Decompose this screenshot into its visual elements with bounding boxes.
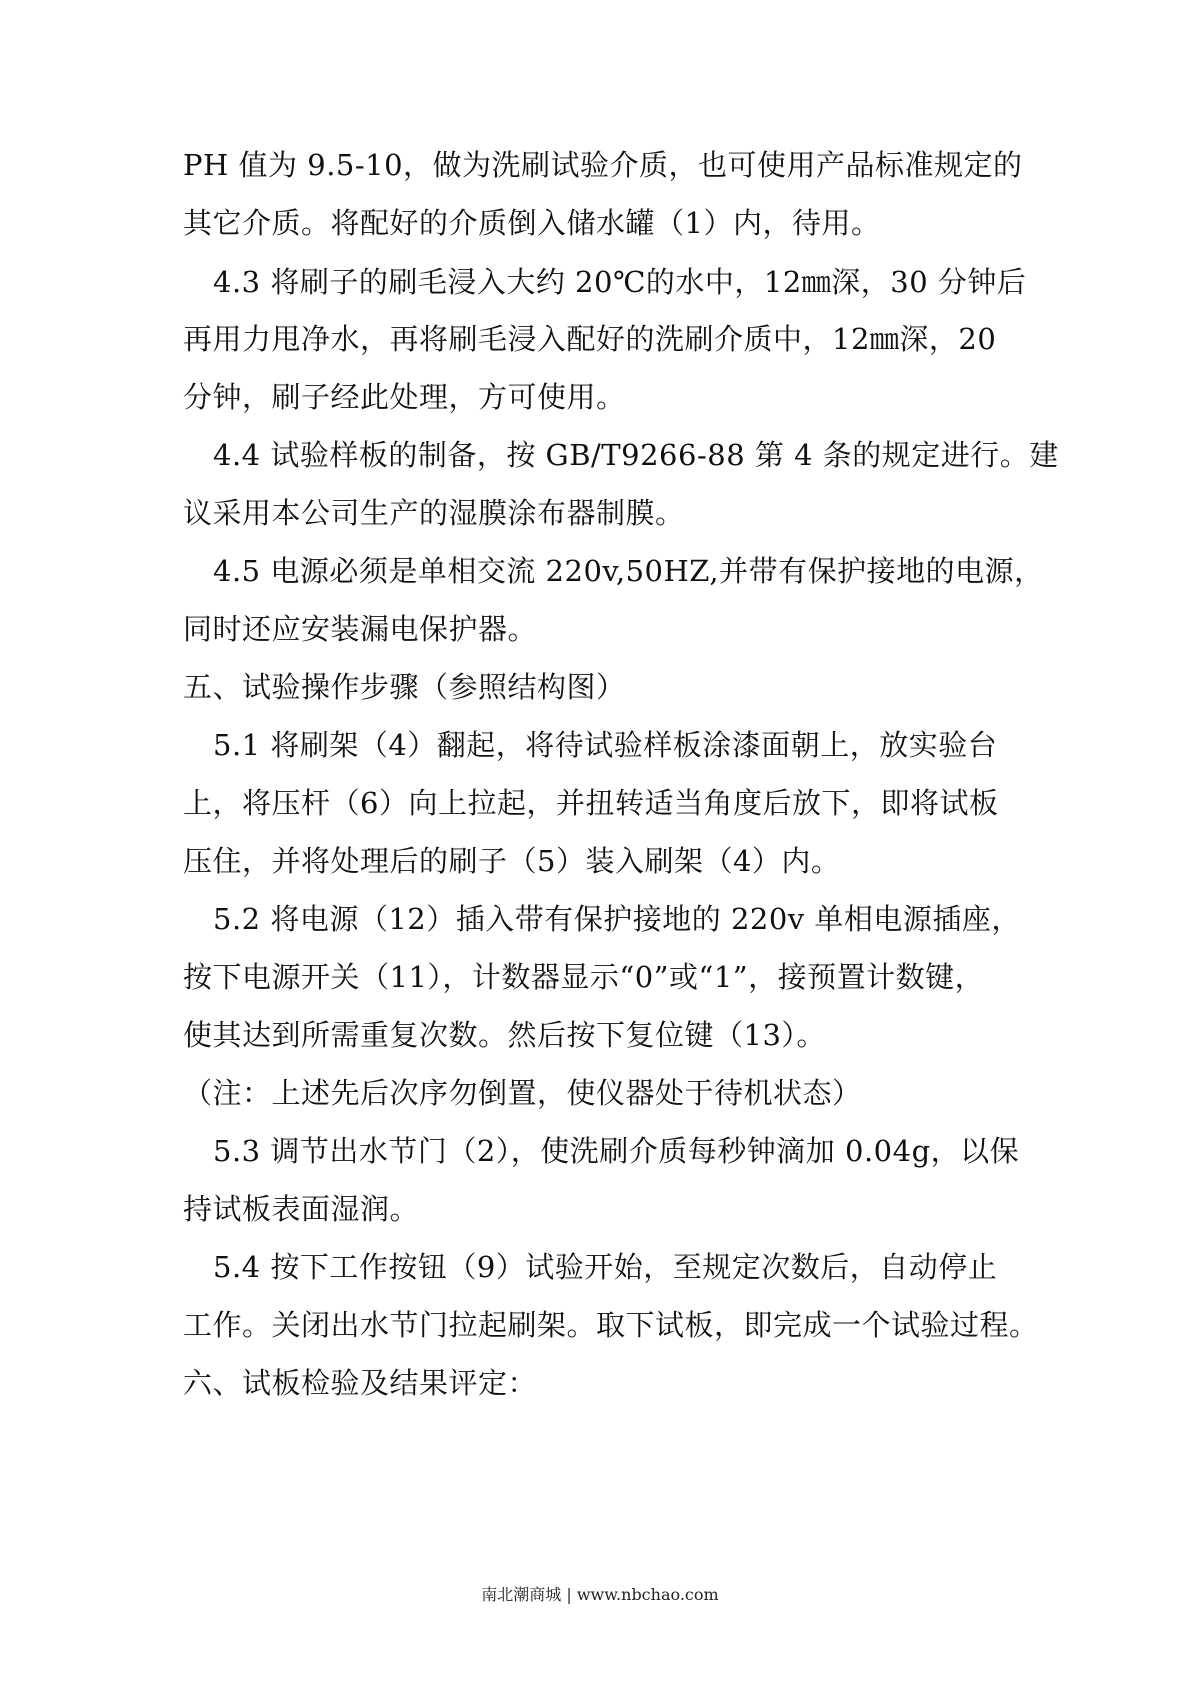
section-heading: 六、试板检验及结果评定： bbox=[183, 1366, 538, 1400]
text-line: 4.3 将刷子的刷毛浸入大约 20℃的水中，12㎜深，30 分钟后 bbox=[213, 265, 1027, 299]
footer-text: 南北潮商城 | www.nbchao.com bbox=[481, 1585, 719, 1604]
text-line: PH 值为 9.5-10，做为洗刷试验介质，也可使用产品标准规定的 bbox=[183, 148, 1023, 182]
text-line: 5.2 将电源（12）插入带有保护接地的 220v 单相电源插座， bbox=[213, 902, 1021, 936]
text-line: 5.3 调节出水节门（2），使洗刷介质每秒钟滴加 0.04g，以保 bbox=[213, 1134, 1020, 1168]
text-line: 上，将压杆（6）向上拉起，并扭转适当角度后放下，即将试板 bbox=[183, 786, 999, 820]
text-line: 压住，并将处理后的刷子（5）装入刷架（4）内。 bbox=[183, 844, 841, 878]
text-line: 4.5 电源必须是单相交流 220v,50HZ,并带有保护接地的电源， bbox=[213, 554, 1044, 588]
text-line: 其它介质。将配好的介质倒入储水罐（1）内，待用。 bbox=[183, 206, 881, 240]
section-heading: 五、试验操作步骤（参照结构图） bbox=[183, 670, 626, 704]
text-line: 5.4 按下工作按钮（9）试验开始，至规定次数后，自动停止 bbox=[213, 1250, 998, 1284]
text-line: 工作。关闭出水节门拉起刷架。取下试板，即完成一个试验过程。 bbox=[183, 1308, 1039, 1342]
text-line: 持试板表面湿润。 bbox=[183, 1192, 420, 1226]
text-line: 5.1 将刷架（4）翻起，将待试验样板涂漆面朝上，放实验台 bbox=[213, 728, 998, 762]
text-line: 议采用本公司生产的湿膜涂布器制膜。 bbox=[183, 496, 685, 530]
note-line: （注：上述先后次序勿倒置，使仪器处于待机状态） bbox=[183, 1076, 862, 1110]
text-line: 分钟，刷子经此处理，方可使用。 bbox=[183, 380, 626, 414]
text-line: 4.4 试验样板的制备，按 GB/T9266-88 第 4 条的规定进行。建 bbox=[213, 438, 1059, 472]
text-line: 再用力甩净水，再将刷毛浸入配好的洗刷介质中，12㎜深，20 bbox=[183, 322, 997, 356]
text-line: 同时还应安装漏电保护器。 bbox=[183, 612, 538, 646]
text-line: 使其达到所需重复次数。然后按下复位键（13）。 bbox=[183, 1018, 826, 1052]
text-line: 按下电源开关（11），计数器显示“0”或“1”，接预置计数键， bbox=[183, 960, 985, 994]
